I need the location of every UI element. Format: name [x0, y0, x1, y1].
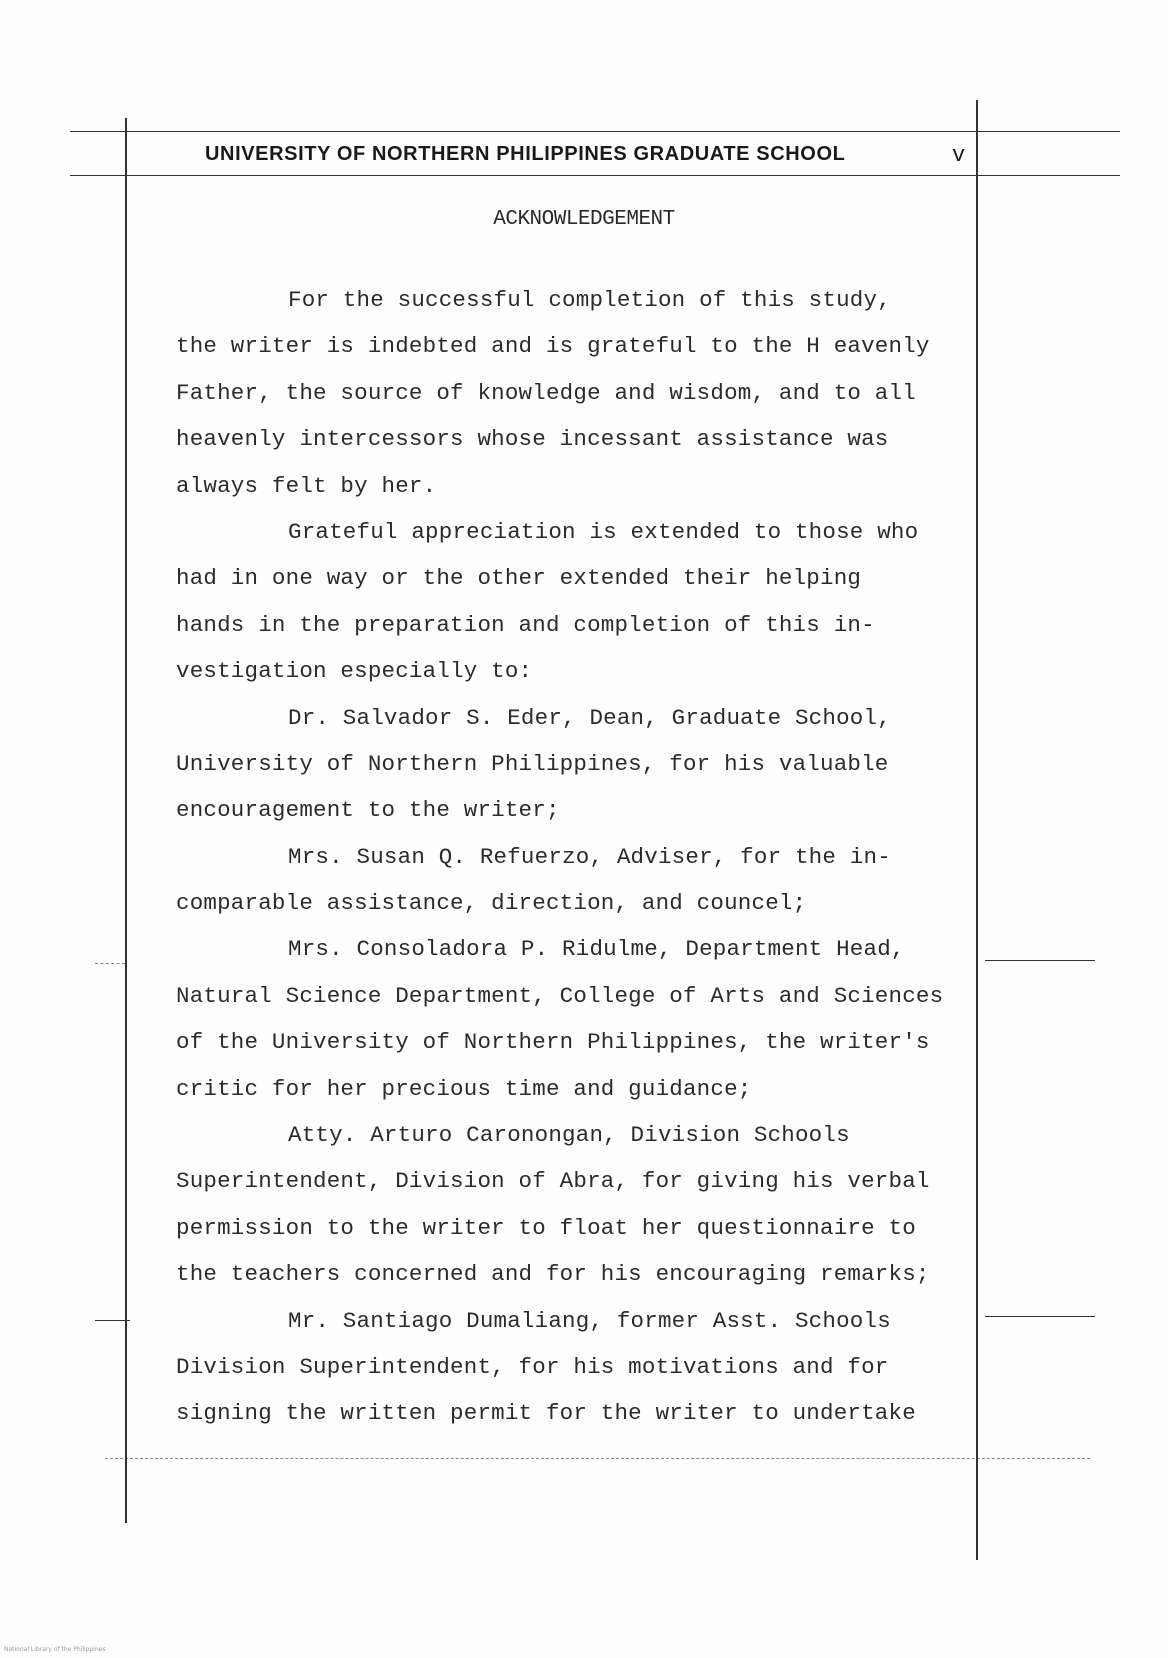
text-line: University of Northern Philippines, for his valuable [176, 750, 889, 777]
right-frame-rule [976, 100, 978, 1560]
acknowledgement-body [176, 277, 976, 1437]
text-line: signing the written permit for the writer to undertake [176, 1400, 916, 1427]
text-line: Mrs. Susan Q. Refuerzo, Adviser, for the in- [288, 843, 891, 870]
text-line: Dr. Salvador S. Eder, Dean, Graduate School, [288, 704, 891, 731]
text-line: Mr. Santiago Dumaliang, former Asst. Schools [288, 1307, 891, 1334]
text-line: encouragement to the writer; [176, 797, 560, 824]
footer-note: National Library of the Philippines [4, 1646, 106, 1653]
text-line: always felt by her. [176, 472, 437, 499]
text-line: Father, the source of knowledge and wisdom, and to all [176, 379, 916, 406]
top-frame-rule [70, 131, 1120, 132]
text-line: Division Superintendent, for his motivations and for [176, 1353, 889, 1380]
text-line: heavenly intercessors whose incessant assistance was [176, 426, 889, 453]
text-line: the teachers concerned and for his encouraging remarks; [176, 1261, 930, 1288]
text-line: vestigation especially to: [176, 658, 533, 685]
text-line: permission to the writer to float her questionnaire to [176, 1214, 916, 1241]
text-line: Atty. Arturo Caronongan, Division Schools [288, 1122, 850, 1149]
bottom-frame-rule [105, 1458, 1090, 1459]
page-number: v [952, 143, 966, 168]
text-line: had in one way or the other extended their helping [176, 565, 862, 592]
left-margin-tick-3 [95, 963, 125, 964]
text-line: Natural Science Department, College of Arts and Sciences [176, 982, 944, 1009]
text-line: Mrs. Consoladora P. Ridulme, Department Head, [288, 936, 905, 963]
header-underline-rule [70, 175, 1120, 176]
text-line: Superintendent, Division of Abra, for giving his verbal [176, 1168, 930, 1195]
left-frame-rule [125, 118, 127, 1523]
right-margin-tick [985, 960, 1095, 961]
text-line: For the successful completion of this study, [288, 287, 891, 313]
text-line: critic for her precious time and guidance; [176, 1075, 752, 1102]
text-line: hands in the preparation and completion of this in- [176, 611, 875, 638]
header-title: UNIVERSITY OF NORTHERN PHILIPPINES GRADUATE SCHOOL [205, 143, 846, 165]
section-heading: ACKNOWLEDGEMENT [493, 208, 675, 231]
text-line: the writer is indebted and is grateful to the H eavenly [176, 333, 930, 360]
right-margin-tick-2 [985, 1316, 1095, 1317]
text-line: comparable assistance, direction, and councel; [176, 890, 807, 917]
text-line: Grateful appreciation is extended to those who [288, 518, 919, 545]
text-line: of the University of Northern Philippines, the writer's [176, 1029, 930, 1056]
